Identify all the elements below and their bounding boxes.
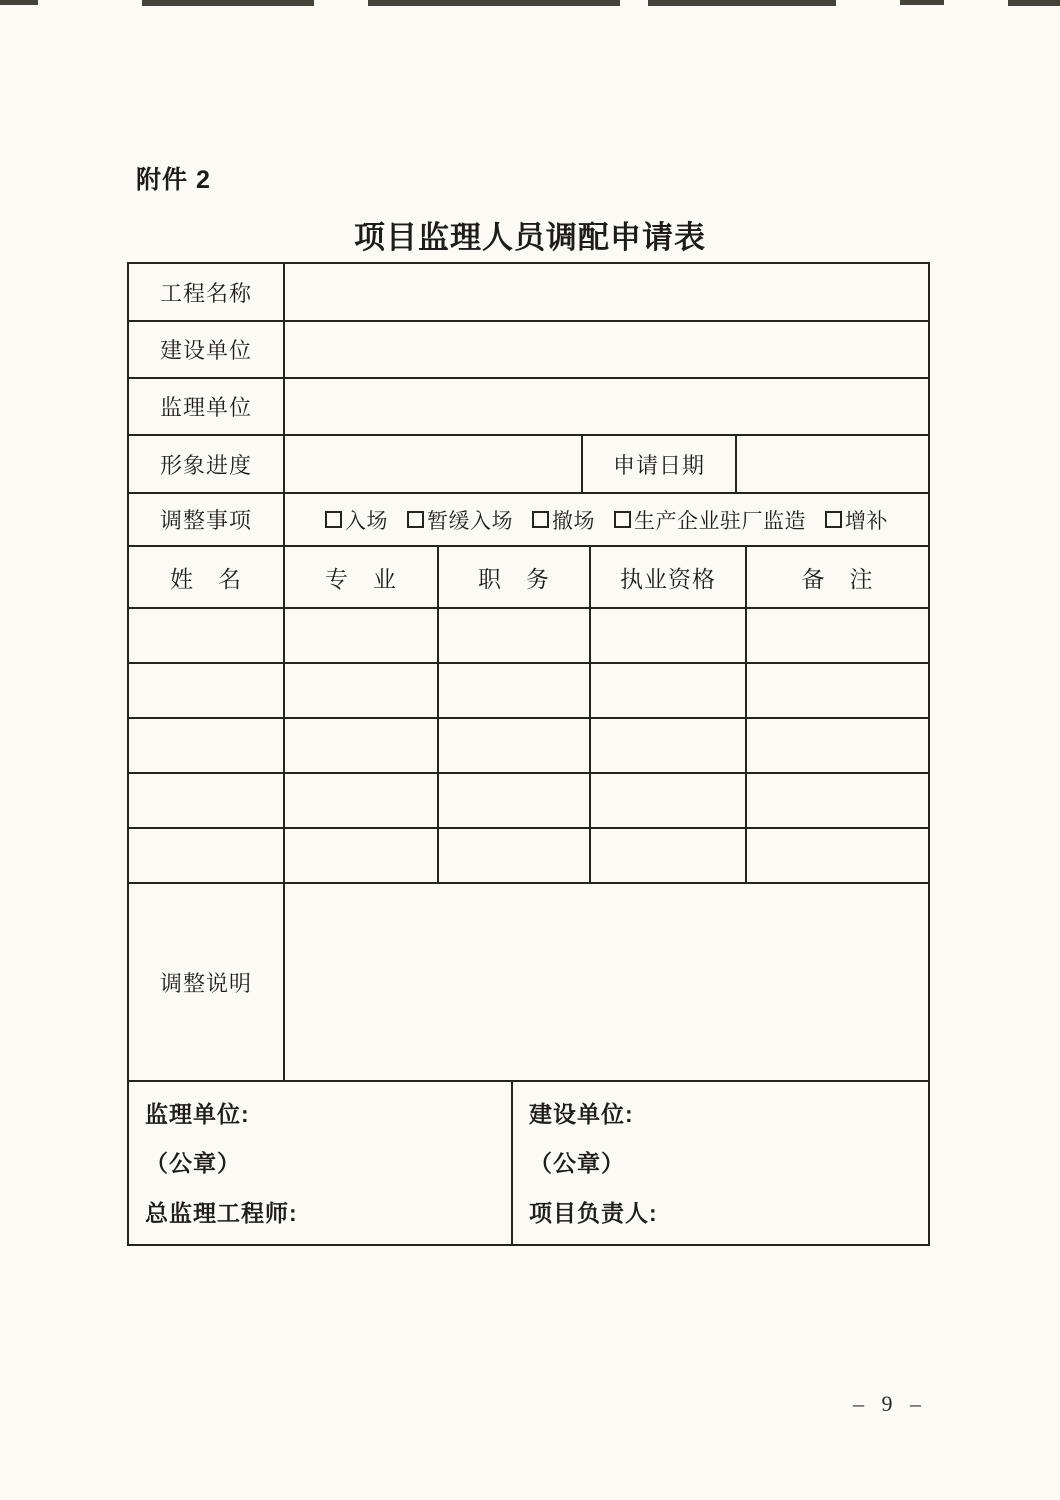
project-leader-label: 项目负责人: [529,1199,658,1226]
checkbox-option-postpone-entry [407,505,513,535]
personnel-cell [439,664,591,717]
apply-date-label: 申请日期 [583,436,737,492]
personnel-cell [439,774,591,827]
supervision-unit-value-cell [285,379,928,434]
supervision-unit-label: 监理单位 [129,379,285,434]
checkbox-option-entry [325,505,388,535]
personnel-cell [591,774,747,827]
checkbox-label: 撤场 [552,509,595,533]
adjustment-note-row [129,884,928,1082]
signature-row [129,1082,928,1244]
personnel-cell [439,719,591,772]
personnel-row [129,829,928,884]
personnel-cell [285,609,439,662]
checkbox-label: 增补 [845,509,888,533]
adjustment-checkbox-group [285,494,928,545]
personnel-cell [285,829,439,882]
scan-artifact [900,0,944,5]
personnel-cell [591,829,747,882]
header-specialty: 专 业 [285,547,439,607]
checkbox-option-supplement [825,505,888,535]
checkbox-icon [614,511,631,528]
personnel-cell [591,719,747,772]
adjustment-items-row [129,494,928,547]
header-name: 姓 名 [129,547,285,607]
personnel-cell [747,719,928,772]
apply-date-value-cell [737,436,928,492]
project-name-label: 工程名称 [129,264,285,320]
adjustment-items-label: 调整事项 [129,494,285,545]
personnel-cell [747,609,928,662]
personnel-cell [747,664,928,717]
scan-artifact [368,0,620,6]
progress-value-cell [285,436,583,492]
construction-signature-cell [513,1082,928,1244]
personnel-cell [285,664,439,717]
progress-label: 形象进度 [129,436,285,492]
construction-seal-label: （公章） [529,1150,625,1177]
scan-artifact [0,0,38,5]
personnel-cell [285,774,439,827]
personnel-cell [747,829,928,882]
personnel-row [129,774,928,829]
personnel-cell [129,719,285,772]
personnel-cell [129,774,285,827]
project-name-value-cell [285,264,928,320]
checkbox-icon [407,511,424,528]
personnel-cell [285,719,439,772]
header-remarks: 备 注 [801,565,874,592]
application-form-table [127,262,930,1246]
progress-date-row [129,436,928,494]
construction-unit-label: 建设单位 [129,322,285,377]
personnel-cell [439,609,591,662]
checkbox-label: 暂缓入场 [427,509,513,533]
attachment-label: 附件 2 [136,166,211,194]
personnel-cell [439,829,591,882]
chief-supervision-engineer-label: 总监理工程师: [145,1199,298,1226]
checkbox-option-withdraw [532,505,595,535]
adjustment-note-label: 调整说明 [129,884,285,1080]
personnel-cell [129,609,285,662]
scan-artifact [142,0,314,6]
header-position: 职 务 [439,547,591,607]
checkbox-label: 入场 [345,509,388,533]
scan-artifact [648,0,836,6]
personnel-cell [747,774,928,827]
personnel-cell [591,609,747,662]
supervision-seal-label: （公章） [145,1150,241,1177]
adjustment-note-value-cell [285,884,928,1080]
page-number: – 9 – [853,1391,927,1416]
construction-unit-sign-label: 建设单位: [529,1101,634,1127]
construction-unit-row [129,322,928,379]
checkbox-option-factory-supervision [614,505,806,535]
header-qualification: 执业资格 [591,547,747,607]
supervision-signature-cell [129,1082,513,1244]
personnel-row [129,719,928,774]
scan-artifact [1008,0,1060,6]
checkbox-icon [325,511,342,528]
project-name-row [129,264,928,322]
construction-unit-value-cell [285,322,928,377]
personnel-cell [591,664,747,717]
personnel-cell [129,829,285,882]
checkbox-label: 生产企业驻厂监造 [634,509,806,533]
supervision-unit-row [129,379,928,436]
checkbox-icon [825,511,842,528]
checkbox-icon [532,511,549,528]
personnel-header-row [129,547,928,609]
supervision-unit-sign-label: 监理单位: [145,1101,250,1127]
personnel-row [129,609,928,664]
page-title: 项目监理人员调配申请表 [354,220,706,255]
personnel-row [129,664,928,719]
personnel-cell [129,664,285,717]
